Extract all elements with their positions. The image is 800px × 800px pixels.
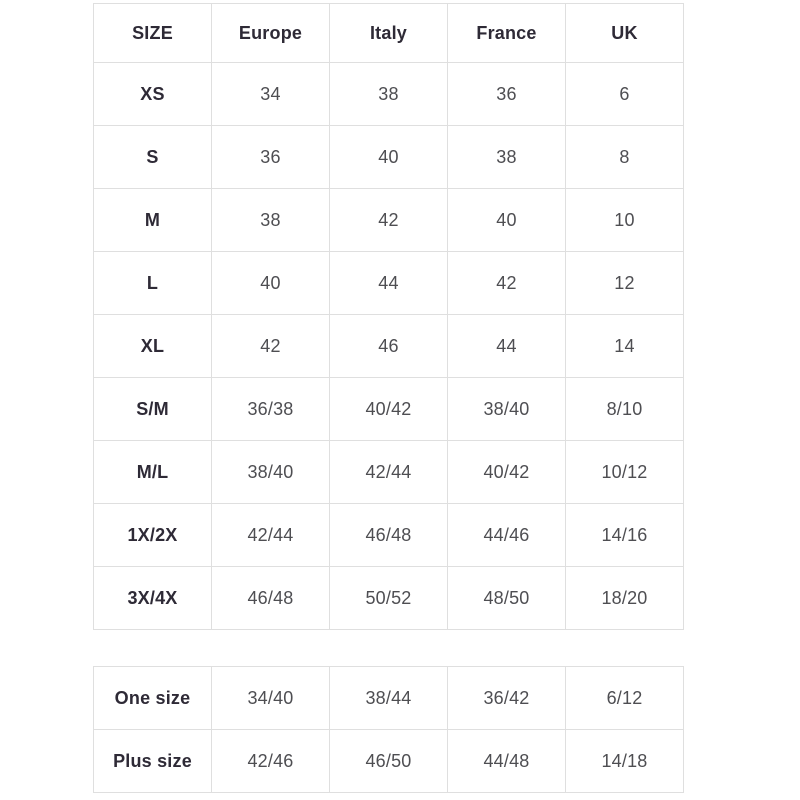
table-cell: 42/44 bbox=[330, 441, 448, 504]
special-sizes-table bbox=[93, 666, 684, 793]
table-cell: 40/42 bbox=[330, 378, 448, 441]
table-cell: 38/40 bbox=[212, 441, 330, 504]
table-cell: 10/12 bbox=[566, 441, 684, 504]
table-header-row bbox=[94, 4, 684, 63]
row-header: S/M bbox=[94, 378, 212, 441]
table-cell: 42/46 bbox=[212, 730, 330, 793]
table-cell: 48/50 bbox=[448, 567, 566, 630]
table-cell: 36 bbox=[212, 126, 330, 189]
table-cell: 44 bbox=[448, 315, 566, 378]
table-cell: 18/20 bbox=[566, 567, 684, 630]
table-cell: 46/48 bbox=[212, 567, 330, 630]
table-row-s bbox=[94, 126, 684, 189]
table-cell: 40 bbox=[330, 126, 448, 189]
table-cell: 40/42 bbox=[448, 441, 566, 504]
table-cell: 36 bbox=[448, 63, 566, 126]
column-header-france: France bbox=[448, 4, 566, 63]
table-cell: 42 bbox=[330, 189, 448, 252]
table-cell: 14 bbox=[566, 315, 684, 378]
table-row-plus-size bbox=[94, 730, 684, 793]
table-cell: 36/38 bbox=[212, 378, 330, 441]
table-cell: 42 bbox=[448, 252, 566, 315]
table-cell: 14/16 bbox=[566, 504, 684, 567]
table-cell: 38/40 bbox=[448, 378, 566, 441]
table-cell: 40 bbox=[448, 189, 566, 252]
table-cell: 44/46 bbox=[448, 504, 566, 567]
table-cell: 8 bbox=[566, 126, 684, 189]
table-row-xs bbox=[94, 63, 684, 126]
table-cell: 34 bbox=[212, 63, 330, 126]
table-cell: 6/12 bbox=[566, 667, 684, 730]
table-row-xl bbox=[94, 315, 684, 378]
table-row-l bbox=[94, 252, 684, 315]
row-header: S bbox=[94, 126, 212, 189]
table-cell: 38 bbox=[330, 63, 448, 126]
size-conversion-table-container bbox=[93, 3, 684, 630]
table-cell: 50/52 bbox=[330, 567, 448, 630]
row-header: L bbox=[94, 252, 212, 315]
table-cell: 44/48 bbox=[448, 730, 566, 793]
special-sizes-table-container bbox=[93, 666, 684, 793]
table-cell: 8/10 bbox=[566, 378, 684, 441]
table-cell: 46 bbox=[330, 315, 448, 378]
row-header: M bbox=[94, 189, 212, 252]
table-cell: 6 bbox=[566, 63, 684, 126]
table-cell: 14/18 bbox=[566, 730, 684, 793]
size-conversion-table bbox=[93, 3, 684, 630]
column-header-size: SIZE bbox=[94, 4, 212, 63]
table-cell: 12 bbox=[566, 252, 684, 315]
table-row-sm bbox=[94, 378, 684, 441]
table-row-ml bbox=[94, 441, 684, 504]
table-row-1x2x bbox=[94, 504, 684, 567]
column-header-italy: Italy bbox=[330, 4, 448, 63]
table-cell: 34/40 bbox=[212, 667, 330, 730]
table-cell: 44 bbox=[330, 252, 448, 315]
row-header: XL bbox=[94, 315, 212, 378]
table-row-one-size bbox=[94, 667, 684, 730]
table-row-3x4x bbox=[94, 567, 684, 630]
table-cell: 38 bbox=[448, 126, 566, 189]
row-header: XS bbox=[94, 63, 212, 126]
column-header-europe: Europe bbox=[212, 4, 330, 63]
row-header: 3X/4X bbox=[94, 567, 212, 630]
row-header: M/L bbox=[94, 441, 212, 504]
row-header: 1X/2X bbox=[94, 504, 212, 567]
table-cell: 42 bbox=[212, 315, 330, 378]
table-cell: 46/48 bbox=[330, 504, 448, 567]
row-header: One size bbox=[94, 667, 212, 730]
table-cell: 46/50 bbox=[330, 730, 448, 793]
table-cell: 42/44 bbox=[212, 504, 330, 567]
table-cell: 36/42 bbox=[448, 667, 566, 730]
table-cell: 38/44 bbox=[330, 667, 448, 730]
column-header-uk: UK bbox=[566, 4, 684, 63]
table-cell: 40 bbox=[212, 252, 330, 315]
row-header: Plus size bbox=[94, 730, 212, 793]
table-cell: 10 bbox=[566, 189, 684, 252]
table-cell: 38 bbox=[212, 189, 330, 252]
table-row-m bbox=[94, 189, 684, 252]
